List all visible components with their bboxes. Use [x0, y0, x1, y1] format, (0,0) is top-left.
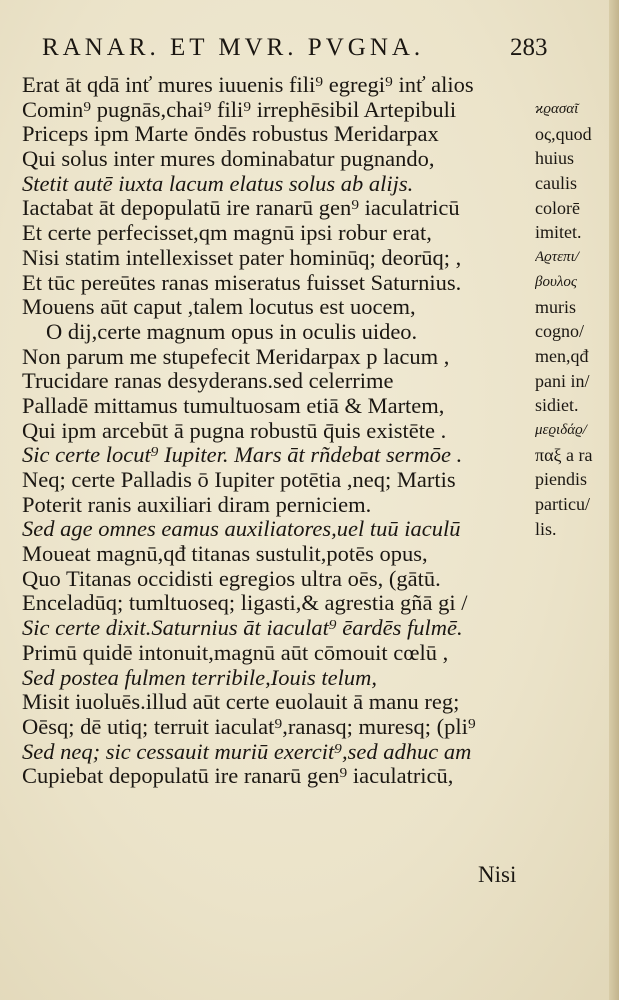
marginal-gloss — [535, 97, 615, 541]
text-line: Sic certe locut⁹ Iupiter. Mars āt rñdebat sermōe . — [22, 443, 463, 468]
gloss-line: men,qđ — [535, 345, 589, 366]
gloss-line: caulis — [535, 173, 577, 194]
text-line: Priceps ipm Marte ōndēs robustus Meridarpax — [22, 122, 439, 147]
gloss-line: pani in/ — [535, 370, 590, 391]
text-line: Neq; certe Palladis ō Iupiter potētia ,neq; Martis — [22, 468, 456, 492]
text-line: Trucidare ranas desyderans.sed celerrime — [22, 369, 394, 394]
text-line: Cupiebat depopulatū ire ranarū gen⁹ iaculatricū, — [22, 764, 454, 789]
text-line: Qui ipm arcebūt ā pugna robustū q̄uis existēte . — [22, 418, 447, 443]
text-line: Quo Titanas occidisti egregios ultra oēs, (gātū. — [22, 566, 441, 591]
main-text-block — [22, 73, 532, 789]
gloss-line: piendis — [535, 469, 587, 490]
text-line: O dij,certe magnum opus in oculis uideo. — [46, 319, 418, 344]
text-line: Iactabat āt depopulatū ire ranarū gen⁹ iaculatricū — [22, 196, 460, 221]
text-line: Stetit autē iuxta lacum elatus solus ab alijs. — [22, 171, 414, 196]
text-line: Sic certe dixit.Saturnius āt iaculat⁹ ēardēs fulmē. — [22, 616, 463, 641]
text-line: Poterit ranis auxiliari diram perniciem. — [22, 492, 372, 517]
catchword: Nisi — [478, 862, 517, 887]
text-line: Enceladūq; tumltuoseq; ligasti,& agrestia gñā gi / — [22, 591, 468, 616]
text-line: Moueat magnū,qđ titanas sustulit,potēs opus, — [22, 542, 428, 567]
gloss-line: βουλος — [535, 273, 577, 290]
running-title: RANAR. ET MVR. PVGNA. — [42, 34, 425, 61]
gloss-line: μεϱιδάϱ/ — [535, 421, 587, 438]
text-line: Mouens aūt caput ,talem locutus est uocem, — [22, 295, 416, 320]
gloss-line: Αϱτεπι/ — [535, 249, 579, 266]
text-line: Comin⁹ pugnās,chai⁹ fili⁹ irrephēsibil Artepibuli — [22, 97, 457, 122]
gloss-line: sidiet. — [535, 395, 579, 416]
gloss-line: imitet. — [535, 222, 582, 243]
gloss-line: huius — [535, 148, 575, 169]
text-line: Et tūc pereūtes ranas miseratus fuisset Saturnius. — [22, 270, 462, 295]
text-line: Et certe perfecisset,qm magnū ipsi robur erat, — [22, 221, 432, 246]
text-line: Erat āt qdā inť mures iuuenis fili⁹ egregi⁹ inť alios — [22, 73, 474, 97]
text-line: Qui solus inter mures dominabatur pugnando, — [22, 147, 435, 172]
gloss-line: colorē — [535, 197, 580, 218]
text-line: Sed postea fulmen terribile,Iouis telum, — [22, 665, 377, 690]
text-line: Non parum me stupefecit Meridarpax p lacum , — [22, 344, 450, 369]
text-line: Sed age omnes eamus auxiliatores,uel tuū iaculū — [22, 517, 461, 542]
text-line: Sed neq; sic cessauit muriū exercit⁹,sed adhuc am — [22, 739, 472, 764]
text-line: Oēsq; dē utiq; terruit iaculat⁹,ranasq; muresq; (pli⁹ — [22, 714, 476, 739]
gloss-line: particu/ — [535, 494, 590, 514]
gloss-line: cogno/ — [535, 321, 584, 342]
gloss-line: παξ a ra — [535, 444, 593, 465]
gloss-line: ος,quod — [535, 123, 592, 144]
text-line: Misit iuoluēs.illud aūt certe euolauit ā manu reg; — [22, 690, 460, 715]
gloss-line: muris — [535, 296, 577, 317]
text-line: Nisi statim intellexisset pater hominūq; deorūq; , — [22, 245, 462, 270]
gloss-line: ϰϱασαῖ — [535, 101, 579, 117]
gloss-line: lis. — [535, 518, 557, 539]
folio-number: 283 — [510, 34, 548, 61]
text-line: Palladē mittamus tumultuosam etiā & Martem, — [22, 393, 445, 418]
text-line: Primū quidē intonuit,magnū aūt cōmouit cœlū , — [22, 640, 449, 665]
